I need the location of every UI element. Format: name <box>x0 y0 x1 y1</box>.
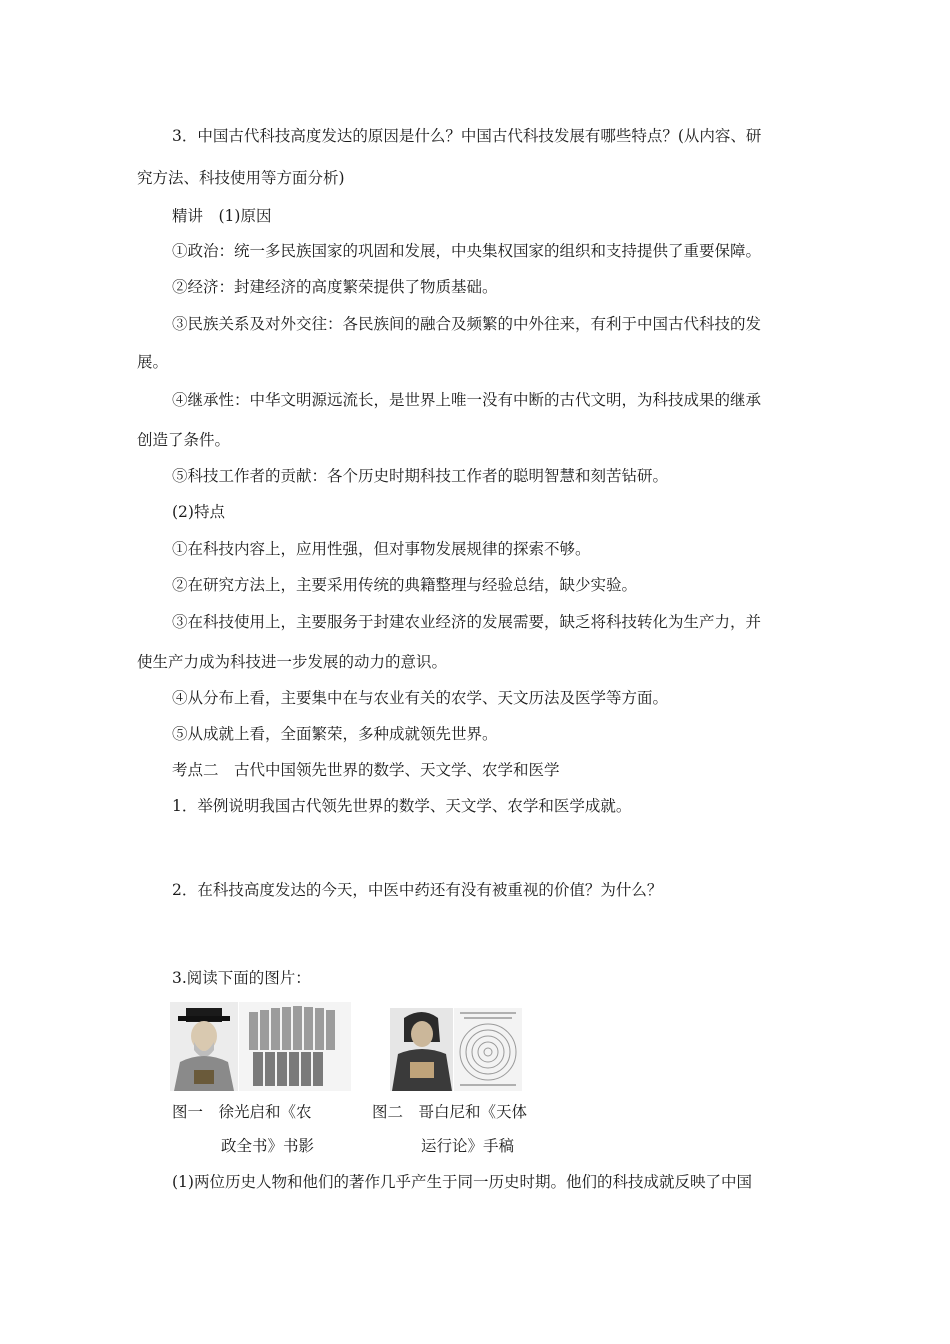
reason-4-cont: 创造了条件。 <box>137 431 231 449</box>
figure-1-caption-line-1: 图一 徐光启和《农 <box>172 1103 312 1121</box>
kaodian-2-question-1: 1．举例说明我国古代领先世界的数学、天文学、农学和医学成就。 <box>172 797 632 815</box>
features-heading: (2)特点 <box>172 503 225 521</box>
figure-2-caption-line-1: 图二 哥白尼和《天体 <box>372 1103 528 1121</box>
reason-4: ④继承性：中华文明源远流长，是世界上唯一没有中断的古代文明，为科技成果的继承 <box>172 391 762 409</box>
feature-3: ③在科技使用上，主要服务于封建农业经济的发展需要，缺乏将科技转化为生产力，并 <box>172 613 762 631</box>
xu-guangqi-portrait-image <box>170 1002 238 1091</box>
feature-1: ①在科技内容上，应用性强，但对事物发展规律的探索不够。 <box>172 540 591 558</box>
kaodian-2-question-3: 3.阅读下面的图片： <box>172 969 311 987</box>
reason-5: ⑤科技工作者的贡献：各个历史时期科技工作者的聪明智慧和刻苦钻研。 <box>172 467 669 485</box>
de-revolutionibus-manuscript-image <box>454 1008 522 1091</box>
feature-2: ②在研究方法上，主要采用传统的典籍整理与经验总结，缺少实验。 <box>172 576 638 594</box>
reason-3: ③民族关系及对外交往：各民族间的融合及频繁的中外往来，有利于中国古代科技的发 <box>172 315 762 333</box>
reason-2: ②经济：封建经济的高度繁荣提供了物质基础。 <box>172 278 498 296</box>
figure-1-caption-line-2: 政全书》书影 <box>221 1137 315 1155</box>
kaodian-2-heading: 考点二 古代中国领先世界的数学、天文学、农学和医学 <box>172 761 560 779</box>
feature-4: ④从分布上看，主要集中在与农业有关的农学、天文历法及医学等方面。 <box>172 689 669 707</box>
figure-2-caption-line-2: 运行论》手稿 <box>421 1137 515 1155</box>
feature-5: ⑤从成就上看，全面繁荣，多种成就领先世界。 <box>172 725 498 743</box>
question-3-line-2: 究方法、科技使用等方面分析) <box>137 169 345 187</box>
nongzheng-quanshu-book-image <box>239 1002 351 1091</box>
reason-3-cont: 展。 <box>137 353 169 371</box>
question-3-sub-1: (1)两位历史人物和他们的著作几乎产生于同一历史时期。他们的科技成就反映了中国 <box>172 1173 752 1191</box>
question-3-line-1: 3．中国古代科技高度发达的原因是什么？中国古代科技发展有哪些特点？(从内容、研 <box>172 127 762 145</box>
reason-1: ①政治：统一多民族国家的巩固和发展，中央集权国家的组织和支持提供了重要保障。 <box>172 242 762 260</box>
feature-3-cont: 使生产力成为科技进一步发展的动力的意识。 <box>137 653 448 671</box>
kaodian-2-question-2: 2．在科技高度发达的今天，中医中药还有没有被重视的价值？为什么？ <box>172 881 663 899</box>
copernicus-portrait-image <box>390 1008 453 1091</box>
jingjiang-heading: 精讲 (1)原因 <box>172 207 272 225</box>
